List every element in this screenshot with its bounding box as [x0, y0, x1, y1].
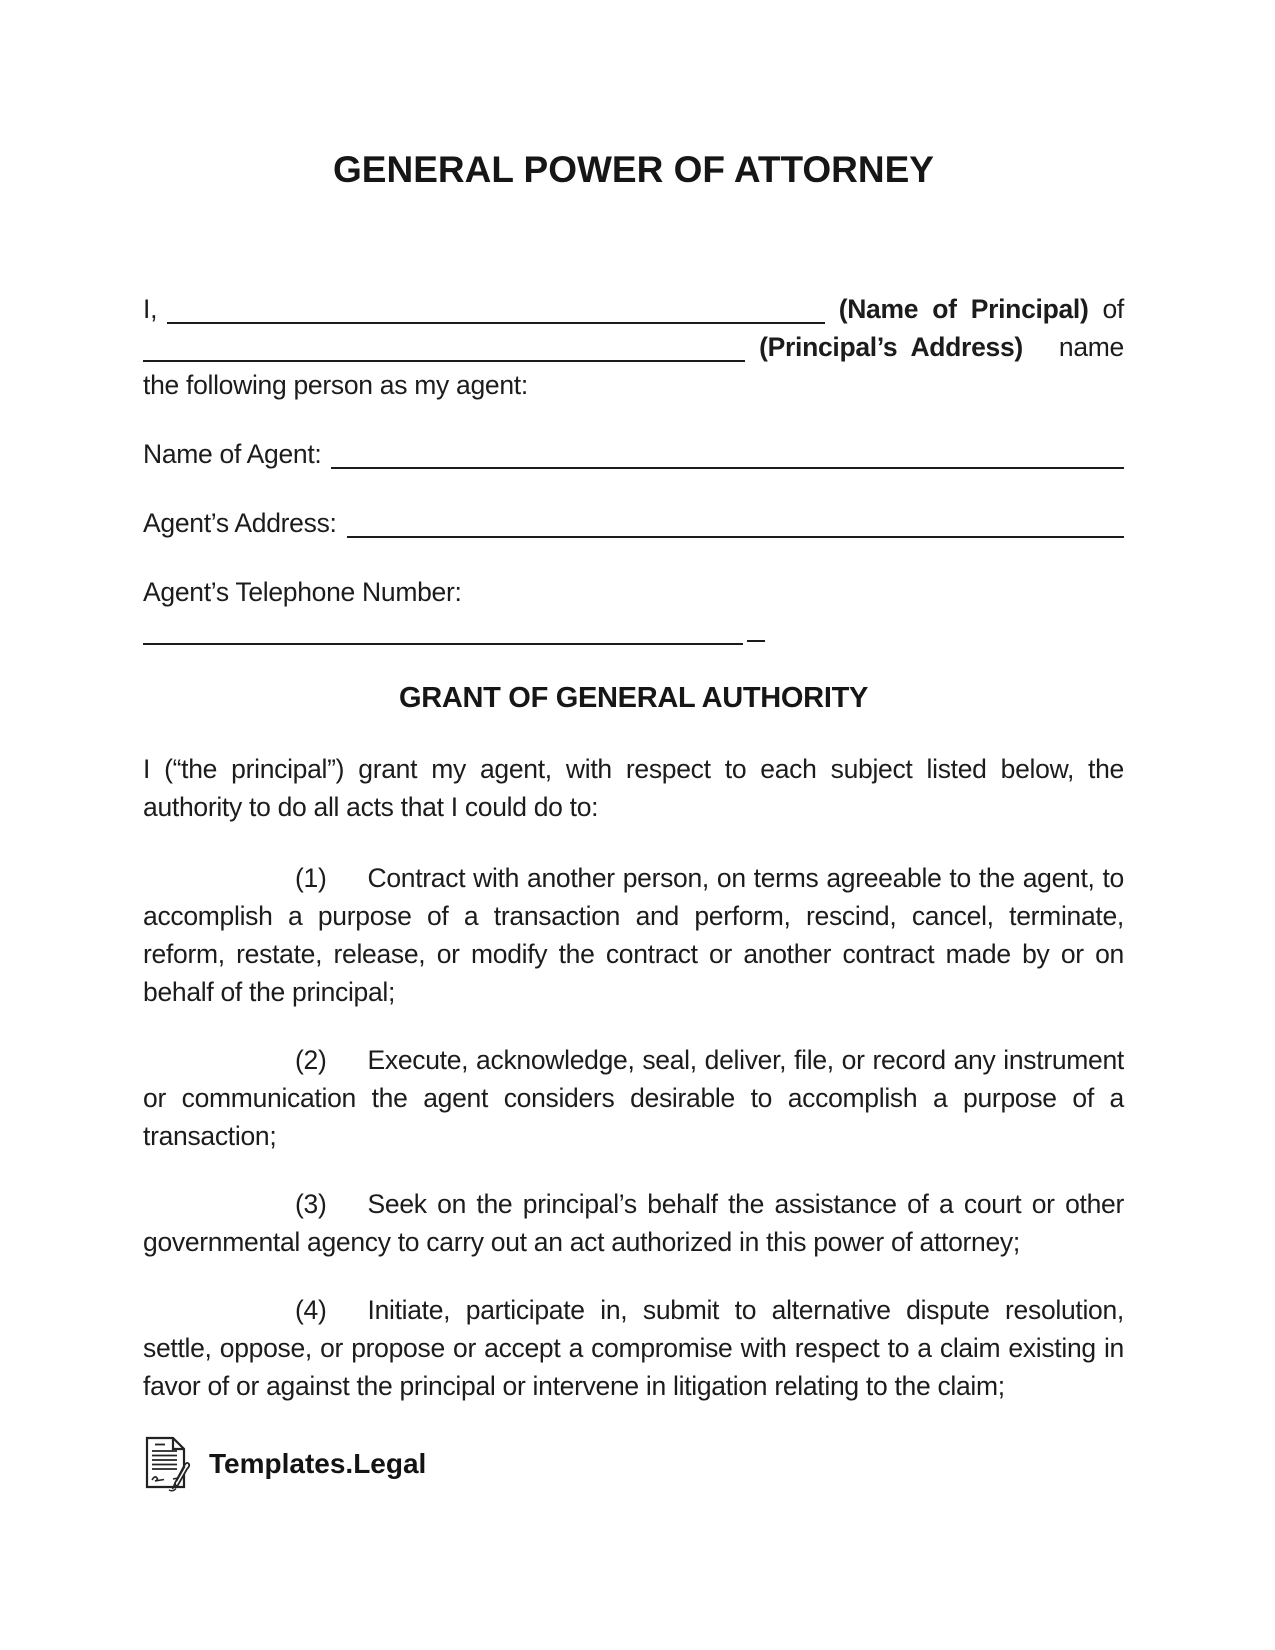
clause-1-text: Contract with another person, on terms agreeable to the agent, to accomplish a purpose of a transaction and perform, rescind, cancel, terminate, reform, restate, release, or modify the contract or another contract made by or on behalf of the principal; — [143, 863, 1124, 1007]
clause-1-number: (1) — [295, 863, 327, 893]
opening-line-2 — [143, 328, 1124, 366]
clause-2-number: (2) — [295, 1045, 327, 1075]
agent-phone-blank[interactable] — [143, 643, 743, 645]
clause-2 — [143, 1041, 1124, 1155]
opening-line-1 — [143, 290, 1124, 328]
agent-phone-row — [143, 611, 1124, 649]
principal-address-suffix: name — [1058, 332, 1124, 362]
clause-3-number: (3) — [295, 1189, 327, 1219]
clause-3 — [143, 1185, 1124, 1261]
grant-heading: GRANT OF GENERAL AUTHORITY — [398, 682, 869, 714]
principal-name-blank[interactable] — [167, 322, 825, 324]
clause-2-text: Execute, acknowledge, seal, deliver, file, or record any instrument or communication the agent considers desirable to accomplish a purpose of a transaction; — [143, 1045, 1124, 1151]
agent-address-row — [143, 504, 1124, 542]
opening-paragraph — [143, 290, 1124, 404]
clause-4-text: Initiate, participate in, submit to alternative dispute resolution, settle, oppose, or propose or accept a compromise with respect to a claim existing in favor of or against the principal or intervene in litigation relating to the claim; — [143, 1295, 1124, 1401]
agent-name-blank[interactable] — [331, 467, 1124, 469]
document-title: GENERAL POWER OF ATTORNEY — [333, 149, 934, 190]
brand-name[interactable]: Templates.Legal — [209, 1448, 427, 1479]
agent-address-label: Agent’s Address: — [143, 508, 337, 538]
opening-continuation: the following person as my agent: — [143, 370, 528, 400]
agent-address-blank[interactable] — [347, 536, 1124, 538]
clause-1 — [143, 859, 1124, 1011]
agent-phone-blank-dash — [747, 640, 765, 642]
clause-3-text: Seek on the principal’s behalf the assistance of a court or other governmental agency to carry out an act authorized in this power of attorney; — [143, 1189, 1124, 1257]
brand-logo — [143, 1435, 1124, 1493]
clause-4 — [143, 1291, 1124, 1405]
principal-address-label: (Principal’s Address) — [759, 332, 1023, 362]
principal-address-blank[interactable] — [143, 360, 745, 362]
agent-phone-label: Agent’s Telephone Number: — [143, 577, 462, 607]
clause-4-number: (4) — [295, 1295, 327, 1325]
principal-name-suffix: of — [1102, 294, 1124, 324]
principal-name-label: (Name of Principal) — [838, 294, 1089, 324]
opening-prefix: I, — [143, 294, 158, 324]
document-pen-icon — [143, 1435, 191, 1493]
agent-name-label: Name of Agent: — [143, 439, 322, 469]
agent-name-row — [143, 435, 1124, 473]
grant-intro: I (“the principal”) grant my agent, with respect to each subject listed below, the authority to do all acts that I could do to: — [143, 754, 1124, 822]
